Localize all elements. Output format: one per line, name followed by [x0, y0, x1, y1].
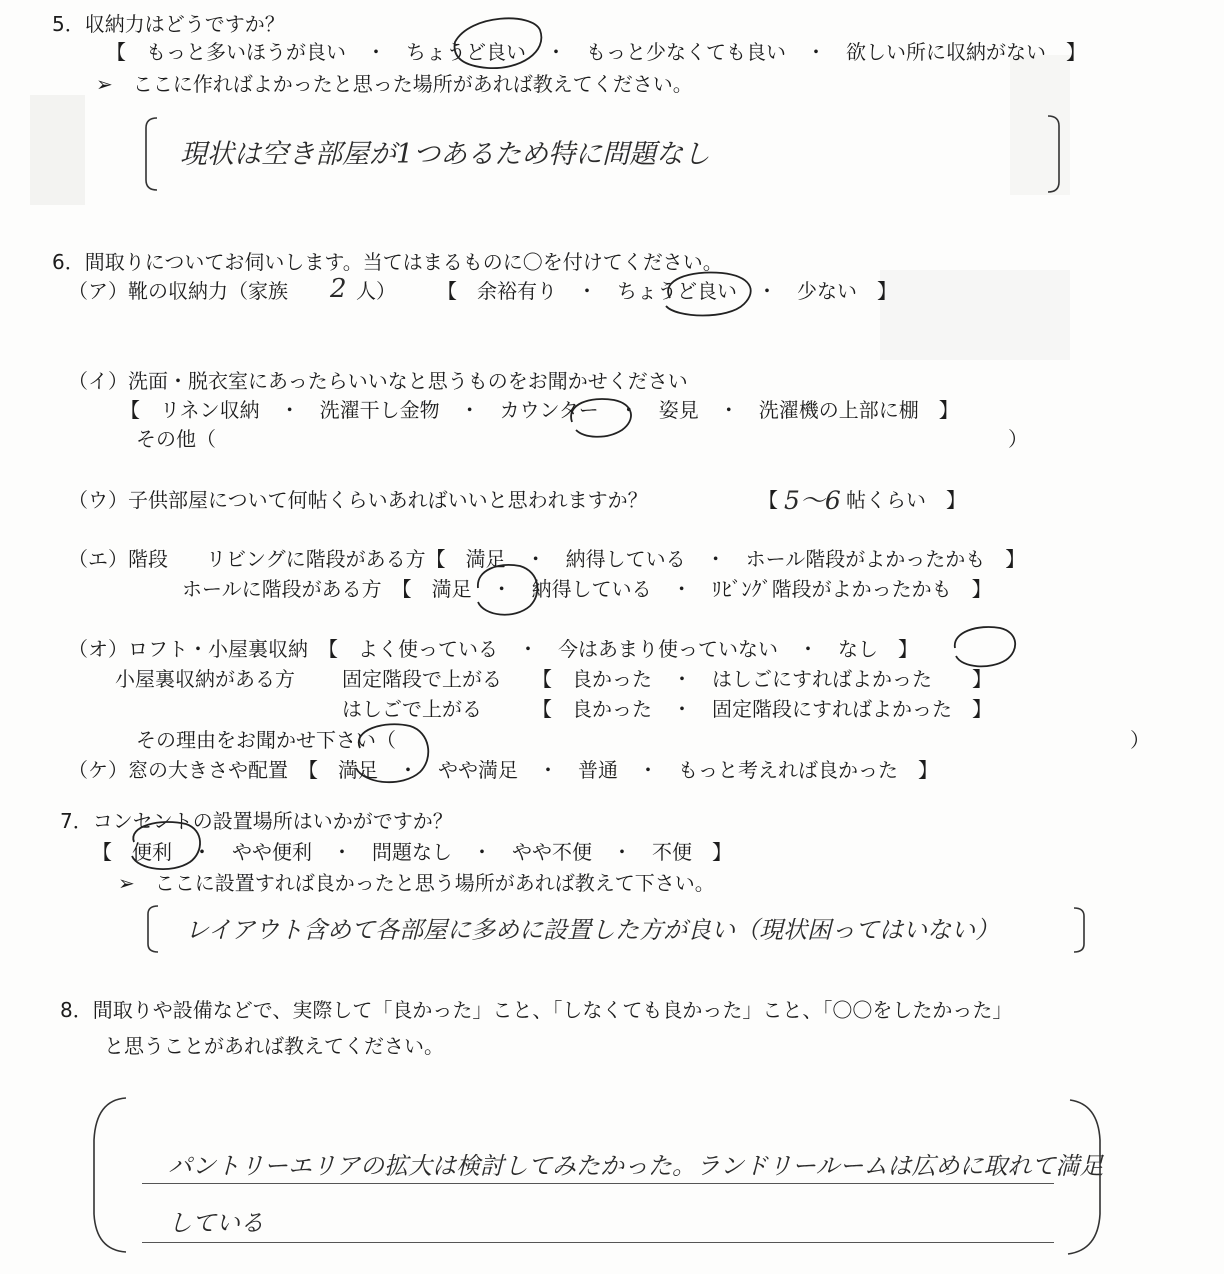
- q5-title: 5．収納力はどうですか？: [52, 12, 285, 36]
- q5-options: 【 もっと多いほうが良い ・ ちょうど良い ・ もっと少なくても良い ・ 欲しい所に収納がない 】: [106, 40, 1086, 64]
- q6-u-handwritten-answer: 5～6: [784, 486, 841, 515]
- q7-handwritten-answer: レイアウト含めて各部屋に多めに設置した方が良い（現状困ってはいない）: [185, 916, 1000, 944]
- q6-a-family-count: 2: [330, 274, 347, 304]
- answer-circle: [955, 627, 1015, 666]
- q6-u-label: （ウ）子供部屋について何帖くらいあればいいと思われますか？: [68, 488, 648, 512]
- q6-e-label: （エ）階段: [68, 547, 168, 571]
- q6-e-living: リビングに階段がある方【 満足 ・ 納得している ・ ホール階段がよかったかも 】: [206, 547, 1026, 571]
- q6-e-hall: ホールに階段がある方 【 満足 ・ 納得している ・ ﾘﾋﾞﾝｸﾞ階段がよかったかも 】: [182, 577, 992, 601]
- answer-circle: [132, 822, 200, 869]
- q6-a-label: （ア）靴の収納力（家族: [68, 279, 288, 303]
- answer-bracket-left: [148, 906, 158, 952]
- q6-i-other: その他（: [136, 427, 216, 451]
- q5-handwritten-answer: 現状は空き部屋が1つあるため特に問題なし: [180, 139, 711, 170]
- q5-prompt: ➢ ここに作ればよかったと思った場所があれば教えてください。: [96, 72, 693, 96]
- q6-i-label: （イ）洗面・脱衣室にあったらいいなと思うものをお聞かせください: [68, 369, 688, 393]
- q6-u-open: 【: [758, 488, 778, 512]
- q6-o-reason: その理由をお聞かせ下さい（: [136, 728, 396, 752]
- q8-title: 8．間取りや設備などで、実際して「良かった」こと、「しなくても良かった」こと、「〇〇をしたかった」: [60, 998, 1013, 1022]
- q8-handwritten-answer-line2: している: [168, 1209, 264, 1237]
- q6-u-close: 帖くらい 】: [846, 488, 966, 512]
- answer-bracket-left: [146, 118, 157, 190]
- q8-title-line2: と思うことがあれば教えてください。: [104, 1034, 444, 1058]
- answer-circle: [455, 18, 542, 68]
- answer-bracket-right: [1048, 116, 1059, 192]
- q6-ke-label: （ケ）窓の大きさや配置 【 満足 ・ やや満足 ・ 普通 ・ もっと考えれば良かった 】: [68, 758, 938, 782]
- q6-a-options: 【 余裕有り ・ ちょうど良い ・ 少ない 】: [437, 279, 897, 303]
- q6-a-person: 人）: [356, 279, 396, 303]
- answer-bracket-left: [94, 1098, 126, 1252]
- q7-options: 【 便利 ・ やや便利 ・ 問題なし ・ やや不便 ・ 不便 】: [92, 840, 732, 864]
- q7-prompt: ➢ ここに設置すれば良かったと思う場所があれば教えて下さい。: [118, 871, 715, 895]
- answer-circle: [478, 565, 538, 615]
- q6-i-options: 【 リネン収納 ・ 洗濯干し金物 ・ カウンター ・ 姿見 ・ 洗濯機の上部に棚 】: [120, 398, 959, 422]
- answer-circle: [666, 272, 751, 315]
- q6-title: 6．間取りについてお伺いします。当てはまるものに〇を付けてください。: [52, 250, 723, 274]
- q8-handwritten-answer-line1: パントリーエリアの拡大は検討してみたかった。ランドリールームは広めに取れて満足: [168, 1152, 1104, 1180]
- q6-o-fixed: 固定階段で上がる 【 良かった ・ はしごにすればよかった 】: [342, 667, 992, 691]
- q7-title: 7．コンセントの設置場所はいかがですか？: [60, 809, 453, 833]
- q6-o-ladder: はしごで上がる 【 良かった ・ 固定階段にすればよかった 】: [342, 697, 992, 721]
- q6-o-sub: 小屋裏収納がある方: [115, 667, 295, 691]
- answer-bracket-right: [1074, 908, 1084, 952]
- answer-circle: [356, 724, 428, 782]
- q6-i-other-close: ）: [1008, 427, 1028, 451]
- answer-circle: [571, 399, 631, 437]
- answer-bracket-right: [1068, 1100, 1100, 1254]
- q6-o-label: （オ）ロフト・小屋裏収納 【 よく使っている ・ 今はあまり使っていない ・ なし 】: [68, 637, 918, 661]
- q6-o-reason-close: ）: [1130, 728, 1150, 752]
